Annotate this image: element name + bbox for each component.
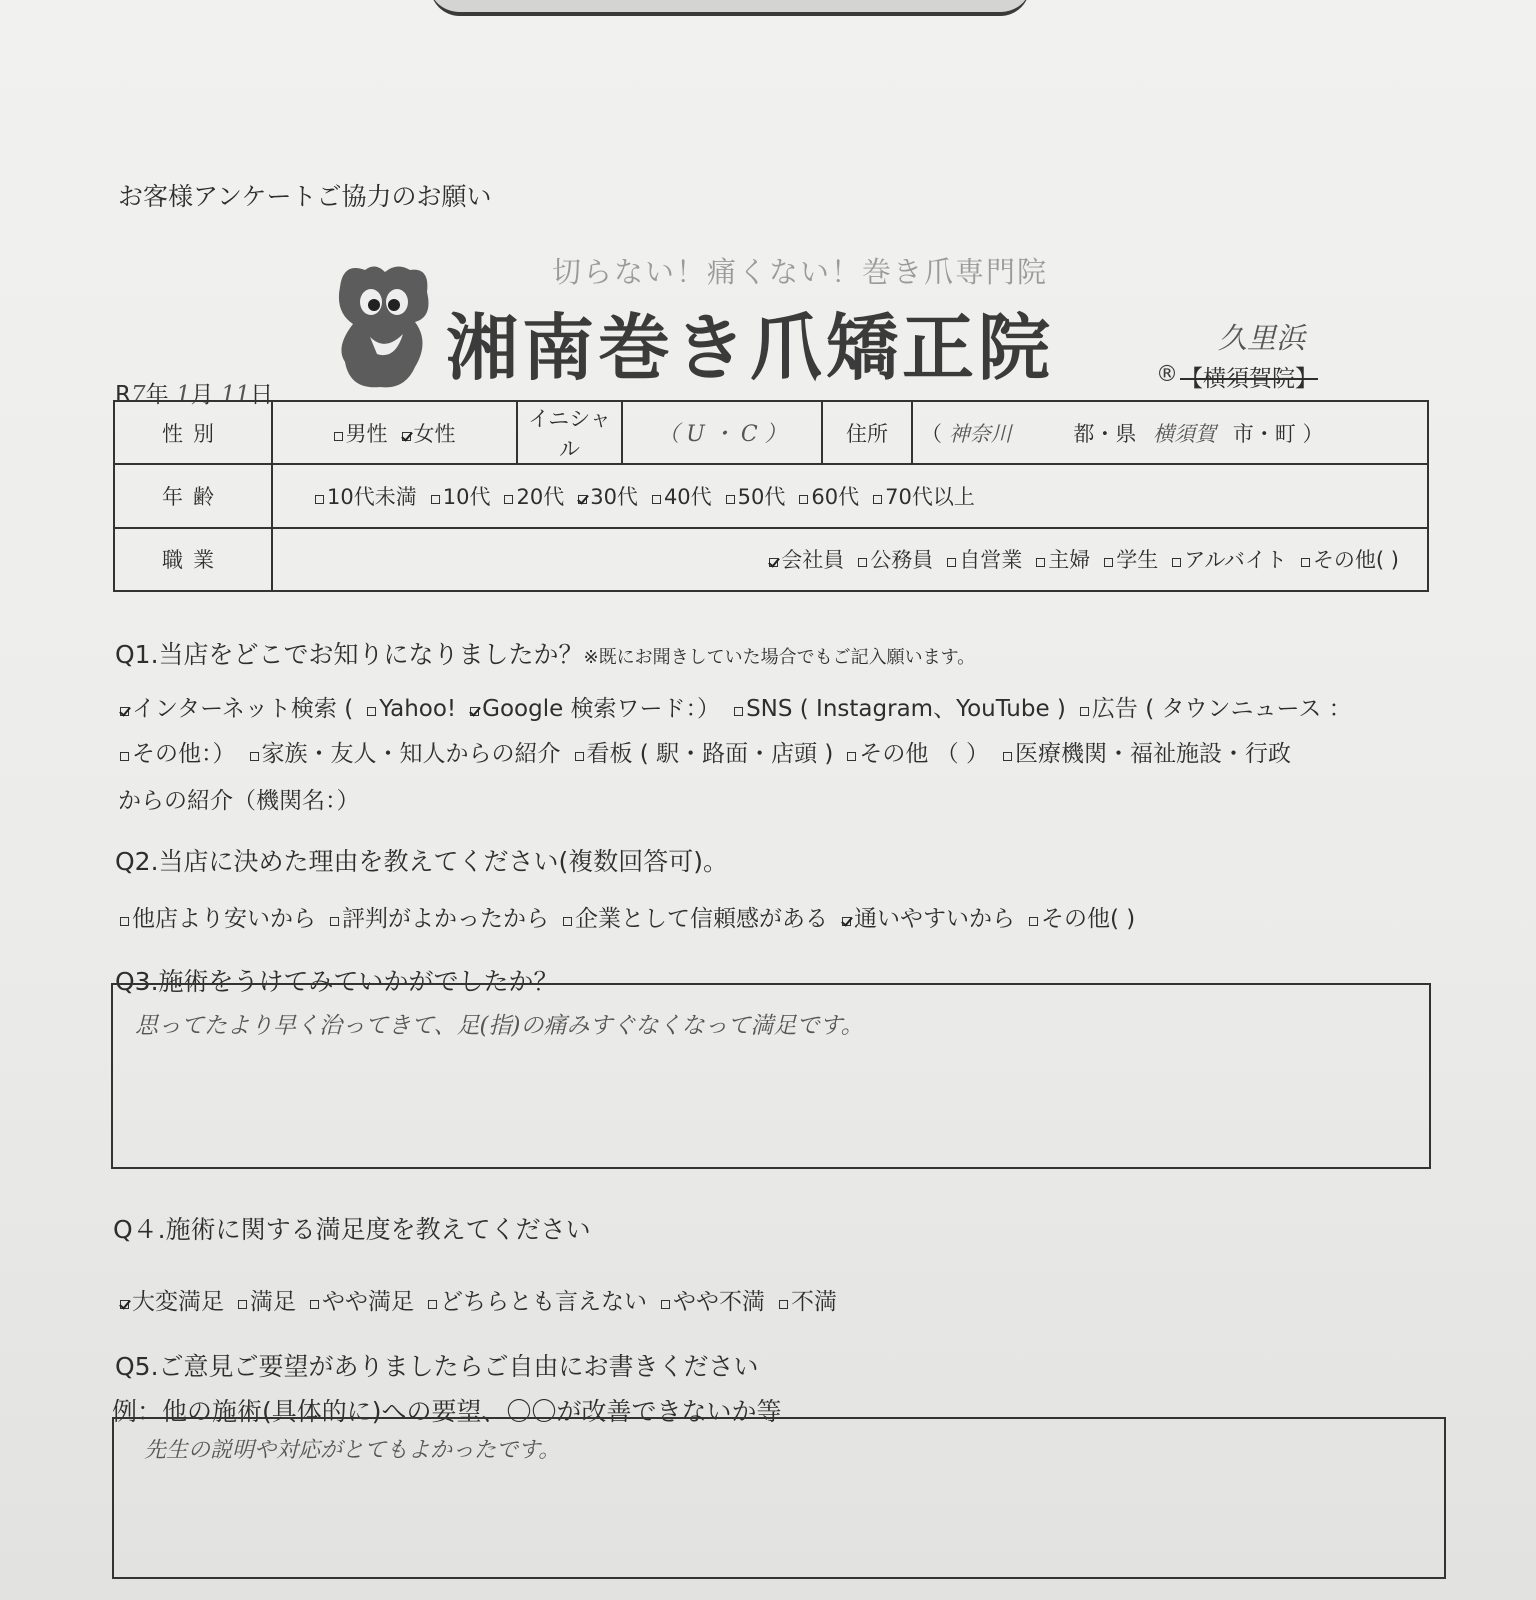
gender-options (272, 401, 517, 464)
age-option[interactable]: 50代 (726, 485, 786, 509)
q3-question: Q3.施術をうけてみていかがでしたか？ (115, 967, 559, 996)
age-label: 年齢 (114, 464, 272, 527)
job-options (272, 528, 1428, 591)
q5-question: Q5.ご意見ご要望がありましたらご自由にお書きください (115, 1352, 759, 1381)
age-option[interactable]: 20代 (504, 485, 564, 509)
q5-answer-text: 先生の説明や対応がとてもよかったです。 (144, 1438, 561, 1463)
mascot-logo-icon (335, 262, 435, 392)
checkbox[interactable] (334, 432, 343, 441)
q1-note: ※既にお聞きしていた場合でもご記入願います。 (583, 647, 976, 668)
q1-option-sns[interactable]: SNS ( Instagram、YouTube ) (734, 696, 1066, 722)
q5-answer-box[interactable] (112, 1417, 1446, 1579)
job-option-checked[interactable]: 会社員 (769, 548, 844, 572)
address-label: 住所 (822, 401, 912, 464)
initial-label: イニシャル (517, 401, 622, 464)
job-option[interactable]: 自営業 (947, 548, 1022, 572)
gender-option-male[interactable]: 男性 (334, 422, 388, 446)
q1-options-line1 (120, 690, 1352, 723)
brand-tagline: 切らない！痛くない！巻き爪専門院 (552, 255, 1049, 289)
job-option[interactable]: 公務員 (858, 548, 933, 572)
q2-option[interactable]: 他店より安いから (120, 906, 316, 932)
q4-option-checked[interactable]: 大変満足 (120, 1289, 224, 1315)
city-suffixes: 市・町 (1232, 421, 1296, 446)
q5-example: 例：他の施術(具体的に)への要望、〇〇が改善できないか等 (112, 1397, 782, 1426)
job-row (114, 528, 1428, 591)
q1-option-referral[interactable]: 家族・友人・知人からの紹介 (250, 741, 561, 767)
date-day: 11 (220, 382, 251, 408)
job-option[interactable]: 学生 (1104, 548, 1158, 572)
age-option[interactable]: 40代 (652, 485, 712, 509)
branch-printed: 【横須賀院】 (1180, 366, 1318, 392)
q1-option-yahoo[interactable]: Yahoo! (367, 696, 456, 722)
q1-line3: からの紹介（機関名：） (118, 788, 360, 814)
prefecture-suffixes: 都・県 (1073, 421, 1137, 446)
q1-option-google[interactable]: Google 検索ワード：） (470, 696, 720, 722)
q4-option[interactable]: 満足 (238, 1289, 296, 1315)
q1-option-internet[interactable]: インターネット検索 ( (120, 696, 353, 722)
q2-question: Q2.当店に決めた理由を教えてください(複数回答可)。 (115, 847, 729, 876)
survey-title: お客様アンケートご協力のお願い (118, 182, 492, 211)
q1-option-signboard[interactable]: 看板 ( 駅・路面・店頭 ) (575, 741, 834, 767)
q2-options (120, 900, 1135, 933)
job-option[interactable]: アルバイト (1172, 548, 1287, 572)
date-day-unit: 日 (250, 382, 274, 408)
job-option[interactable]: その他( ) (1301, 548, 1399, 572)
age-option[interactable]: 70代以上 (873, 485, 975, 509)
city-value: 横須賀 (1153, 421, 1217, 446)
age-option[interactable]: 10代未満 (315, 485, 417, 509)
age-options (272, 464, 1428, 527)
gender-label: 性別 (114, 401, 272, 464)
clipboard-clip (430, 0, 1030, 16)
q1-option-medical[interactable]: 医療機関・福祉施設・行政 (1003, 741, 1291, 767)
gender-row (114, 401, 1428, 464)
q1-heading (115, 635, 975, 671)
q1-option-ad[interactable]: 広告 ( タウンニュース ： (1080, 696, 1352, 722)
q4-option[interactable]: どちらとも言えない (428, 1289, 647, 1315)
age-row (114, 464, 1428, 527)
q4-option[interactable]: やや満足 (310, 1289, 414, 1315)
registered-mark: ® (1156, 362, 1178, 387)
q3-answer-box[interactable] (111, 983, 1431, 1169)
job-option[interactable]: 主婦 (1036, 548, 1090, 572)
date-year-unit: 年 (145, 382, 169, 408)
checkbox-checked[interactable] (402, 432, 411, 441)
q2-option[interactable]: 企業として信頼感がある (563, 906, 828, 932)
q2-option-checked[interactable]: 通いやすいから (842, 906, 1015, 932)
q1-question: Q1.当店をどこでお知りになりましたか？ (115, 640, 584, 669)
date-year: 7 (130, 382, 146, 408)
initial-value[interactable]: （ U ・ C ） (622, 401, 822, 464)
age-option[interactable]: 60代 (799, 485, 859, 509)
q1-option-other[interactable]: その他 （ ） (847, 741, 989, 767)
age-option-checked[interactable]: 30代 (578, 485, 638, 509)
age-option[interactable]: 10代 (431, 485, 491, 509)
q2-option[interactable]: 評判がよかったから (330, 906, 549, 932)
address-field[interactable]: （ 神奈川 都・県 横須賀 市・町 ） (912, 401, 1428, 464)
q3-answer-text: 思ってたより早く治ってきて、足(指)の痛みすぐなくなって満足です。 (135, 1013, 864, 1039)
q4-option[interactable]: 不満 (779, 1289, 837, 1315)
q4-option[interactable]: やや不満 (661, 1289, 765, 1315)
q4-question: Q４.施術に関する満足度を教えてください (113, 1215, 591, 1244)
prefecture-value: 神奈川 (948, 421, 1012, 446)
q2-option[interactable]: その他( ) (1029, 906, 1135, 932)
date-month-unit: 月 (190, 382, 214, 408)
q4-options (120, 1283, 837, 1316)
branch-handwritten: 久里浜 (1218, 321, 1306, 355)
date-month: 1 (175, 382, 191, 408)
q1-options-line2 (120, 735, 1291, 768)
date-era: R (115, 382, 131, 408)
brand-name: 湘南巻き爪矯正院 (446, 306, 1055, 390)
customer-info-table (113, 400, 1429, 592)
job-label: 職業 (114, 528, 272, 591)
q1-option-other-ad[interactable]: その他：） (120, 741, 236, 767)
gender-option-female[interactable]: 女性 (402, 422, 456, 446)
